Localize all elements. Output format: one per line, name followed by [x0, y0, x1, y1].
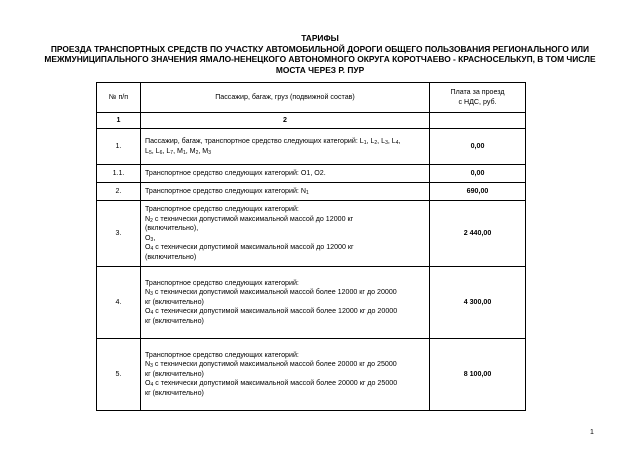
description-line: $N_3$ с технически допустимой максимальной массой более 12000 кг до 20000 — [145, 288, 397, 298]
row-price: 2 440,00 — [430, 201, 526, 267]
description-line: кг (включительно) — [145, 388, 204, 397]
table-row — [97, 183, 526, 201]
title-line-1: ТАРИФЫ — [301, 33, 339, 43]
description-line: Транспортное средство следующих категорий: O1, O2. — [145, 168, 326, 177]
row-number: 4. — [97, 267, 141, 339]
column-number-3 — [430, 113, 526, 129]
description-line: Транспортное средство следующих категорий: — [145, 205, 299, 213]
column-number-2: 2 — [141, 113, 430, 129]
table-row — [97, 201, 526, 267]
description-line: Транспортное средство следующих категорий: — [145, 350, 299, 359]
title-line-2: ПРОЕЗДА ТРАНСПОРТНЫХ СРЕДСТВ ПО УЧАСТКУ АВТОМОБИЛЬНОЙ ДОРОГИ ОБЩЕГО ПОЛЬЗОВАНИЯ РЕГИОНАЛЬНОГО ИЛИ — [50, 43, 590, 54]
description-line: $O_4$ с технически допустимой максимальной массой более 12000 кг до 20000 — [145, 307, 398, 317]
row-price: 0,00 — [430, 165, 526, 183]
description-line: $O_3$, — [145, 233, 156, 243]
description-line: кг (включительно) — [145, 316, 204, 325]
header-num: № п/п — [97, 83, 141, 113]
row-description — [141, 183, 430, 201]
row-number: 2. — [97, 183, 141, 201]
row-price: 0,00 — [430, 129, 526, 165]
description-line: Транспортное средство следующих категорий: $N_1$ — [145, 186, 309, 196]
row-number: 1.1. — [97, 165, 141, 183]
header-price-line-2: с НДС, руб. — [458, 97, 497, 106]
row-number: 1. — [97, 129, 141, 165]
document-title — [20, 33, 620, 75]
row-description — [141, 267, 430, 339]
description-line: $N_2$ с технически допустимой максимальной массой до 12000 кг — [145, 214, 354, 224]
description-line: $L_5$, $L_6$, $L_7$, $M_1$, $M_2$, $M_3$ — [145, 146, 211, 156]
table-row — [97, 165, 526, 183]
description-line: (включительно), — [145, 224, 199, 232]
title-line-4: МОСТА ЧЕРЕЗ Р. ПУР — [275, 64, 365, 75]
description-line: $O_4$ с технически допустимой максимальной массой более 20000 кг до 25000 — [145, 379, 398, 389]
description-line: (включительно) — [145, 252, 197, 261]
row-description — [141, 339, 430, 411]
table-row — [97, 129, 526, 165]
description-line: $O_4$ с технически допустимой максимальной массой до 12000 кг — [145, 243, 354, 252]
tariff-table — [96, 82, 526, 411]
table-row — [97, 339, 526, 411]
row-number: 5. — [97, 339, 141, 411]
header-desc: Пассажир, багаж, груз (подвижной состав) — [141, 83, 430, 113]
table-header-row — [97, 83, 526, 113]
table-row — [97, 267, 526, 339]
column-number-1: 1 — [97, 113, 141, 129]
description-line: $N_3$ с технически допустимой максимальной массой более 20000 кг до 25000 — [145, 360, 397, 370]
row-price: 4 300,00 — [430, 267, 526, 339]
row-description — [141, 201, 430, 267]
column-number-row — [97, 113, 526, 129]
header-price — [430, 83, 526, 113]
description-line: кг (включительно) — [145, 369, 204, 378]
row-price: 8 100,00 — [430, 339, 526, 411]
description-line: Транспортное средство следующих категорий: — [145, 278, 299, 287]
header-price-line-1: Плата за проезд — [450, 88, 505, 96]
tariff-body — [97, 129, 526, 411]
title-line-3: МЕЖМУНИЦИПАЛЬНОГО ЗНАЧЕНИЯ ЯМАЛО-НЕНЕЦКОГО АВТОНОМНОГО ОКРУГА КОРОТЧАЕВО - КРАСНОСЕЛЬКУП, В ТОМ ЧИСЛЕ — [44, 54, 596, 65]
row-price: 690,00 — [430, 183, 526, 201]
description-line: Пассажир, багаж, транспортное средство следующих категорий: $L_1$, $L_2$, $L_3$, $L_4$, — [145, 137, 401, 146]
row-description — [141, 129, 430, 165]
page-number: 1 — [590, 429, 594, 436]
row-number: 3. — [97, 201, 141, 267]
description-line: кг (включительно) — [145, 297, 204, 306]
row-description — [141, 165, 430, 183]
